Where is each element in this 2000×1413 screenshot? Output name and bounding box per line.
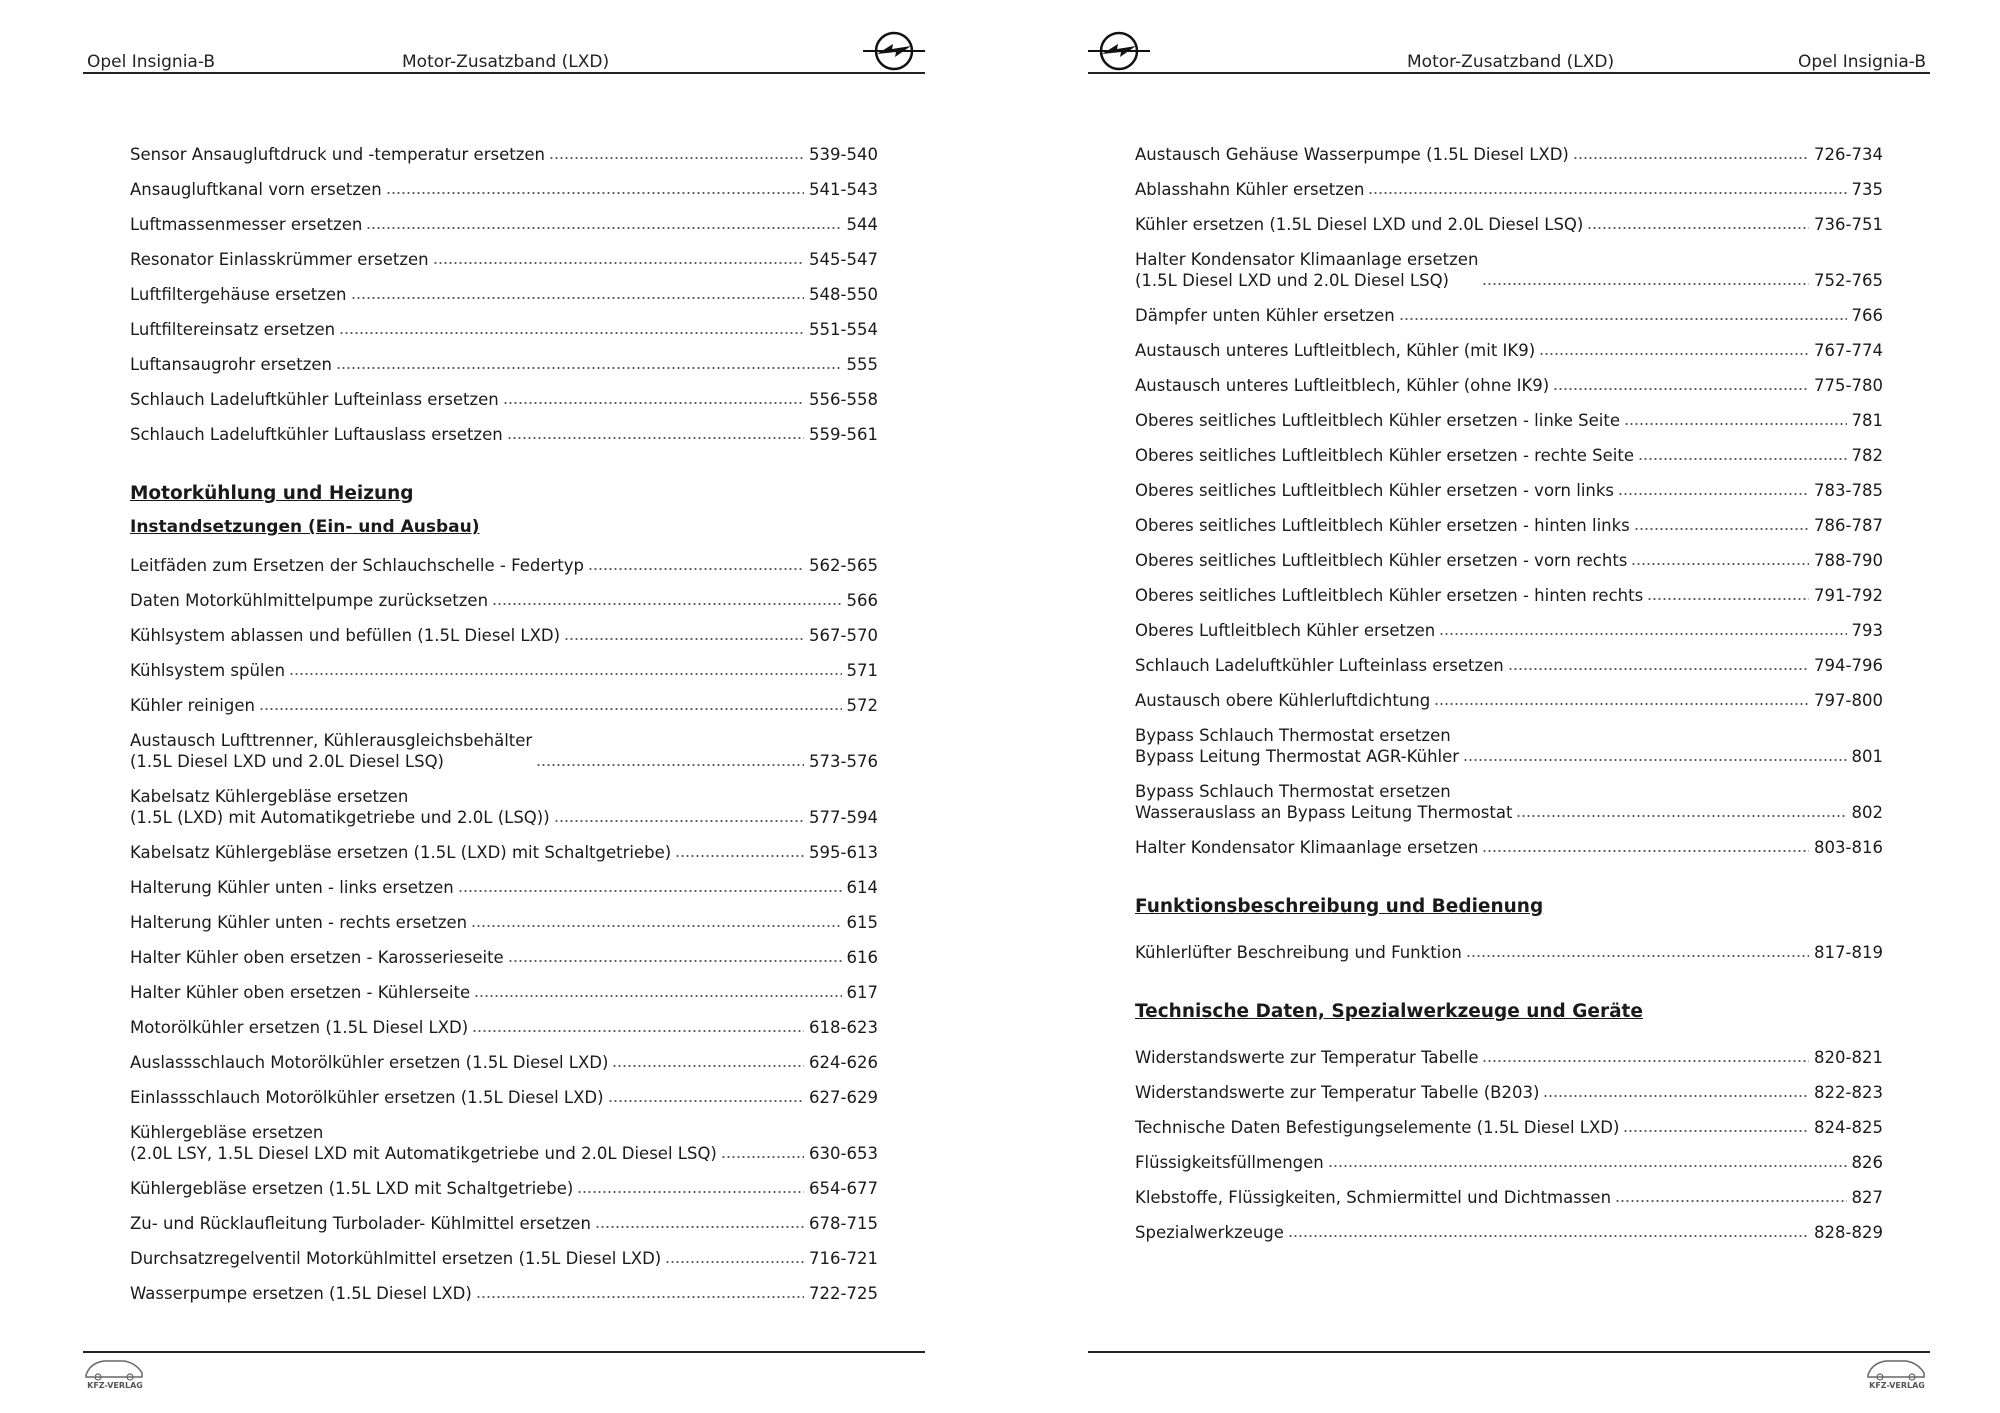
toc-entry[interactable] — [1135, 1103, 1883, 1138]
dot-leader — [1288, 1234, 1809, 1238]
dot-leader — [1573, 156, 1809, 160]
toc-entry-pages: 614 — [846, 878, 878, 897]
toc-entry[interactable] — [130, 305, 878, 340]
toc-entry-pages: 716-721 — [809, 1249, 878, 1268]
toc-entry[interactable] — [1135, 130, 1883, 165]
toc-entry-title: Oberes seitliches Luftleitblech Kühler ersetzen - vorn links — [1135, 481, 1615, 500]
toc-entry-pages: 752-765 — [1814, 271, 1883, 290]
toc-entry-title: Auslassschlauch Motorölkühler ersetzen (1.5L Diesel LXD) — [130, 1053, 609, 1072]
toc-entry[interactable] — [130, 1073, 878, 1108]
toc-entry-pages: 627-629 — [809, 1088, 878, 1107]
toc-entry-title: Schlauch Ladeluftkühler Lufteinlass ersetzen — [130, 390, 499, 409]
toc-entry-title: Kühler ersetzen (1.5L Diesel LXD und 2.0L Diesel LSQ) — [1135, 215, 1584, 234]
toc-entry-title: Halterung Kühler unten - rechts ersetzen — [130, 913, 468, 932]
toc-entry[interactable] — [1135, 676, 1883, 711]
dot-leader — [1618, 492, 1809, 496]
toc-entry[interactable] — [130, 681, 878, 716]
toc-entry[interactable] — [1135, 711, 1883, 767]
toc-entry-title: Widerstandswerte zur Temperatur Tabelle — [1135, 1048, 1479, 1067]
dot-leader — [1539, 352, 1809, 356]
toc-entry[interactable] — [1135, 571, 1883, 606]
toc-entry-pages: 567-570 — [809, 626, 878, 645]
kfz-verlag-logo-icon — [80, 1355, 150, 1391]
toc-entry-pages: 767-774 — [1814, 341, 1883, 360]
toc-entry-title: Technische Daten Befestigungselemente (1.5L Diesel LXD) — [1135, 1118, 1620, 1137]
toc-entry[interactable] — [1135, 466, 1883, 501]
toc-entry-title: Widerstandswerte zur Temperatur Tabelle (B203) — [1135, 1083, 1540, 1102]
toc-entry[interactable] — [130, 1003, 878, 1038]
opel-logo-icon — [1088, 30, 1150, 72]
toc-right — [1135, 130, 1883, 1243]
dot-leader — [1466, 954, 1809, 958]
toc-entry-pages: 783-785 — [1814, 481, 1883, 500]
toc-entry[interactable] — [130, 716, 878, 772]
toc-entry[interactable] — [1135, 641, 1883, 676]
toc-entry-pages: 595-613 — [809, 843, 878, 862]
entry-list — [130, 541, 878, 1304]
toc-entry[interactable] — [1135, 431, 1883, 466]
toc-entry-title: Leitfäden zum Ersetzen der Schlauchschelle - Federtyp — [130, 556, 584, 575]
toc-entry-pages: 766 — [1851, 306, 1883, 325]
toc-entry-title: Schlauch Ladeluftkühler Luftauslass ersetzen — [130, 425, 503, 444]
toc-entry-title: Kühlsystem spülen — [130, 661, 286, 680]
dot-leader — [1634, 527, 1809, 531]
toc-entry[interactable] — [1135, 326, 1883, 361]
toc-entry-title: Oberes Luftleitblech Kühler ersetzen — [1135, 621, 1436, 640]
toc-entry-pages: 827 — [1851, 1188, 1883, 1207]
right-page — [1000, 0, 2000, 1413]
subsection-title: Instandsetzungen (Ein- und Ausbau) — [130, 517, 480, 537]
dot-leader — [595, 1225, 804, 1229]
toc-entry-pages: 571 — [846, 661, 878, 680]
toc-entry[interactable] — [1135, 235, 1883, 291]
toc-entry-pages: 573-576 — [809, 752, 878, 771]
toc-entry-pages: 722-725 — [809, 1284, 878, 1303]
dot-leader — [471, 924, 841, 928]
toc-entry-pages: 782 — [1851, 446, 1883, 465]
toc-entry-title: Luftfiltergehäuse ersetzen — [130, 285, 347, 304]
toc-entry[interactable] — [130, 200, 878, 235]
dot-leader — [508, 959, 842, 963]
dot-leader — [549, 156, 804, 160]
toc-entry-title: Einlassschlauch Motorölkühler ersetzen (1.5L Diesel LXD) — [130, 1088, 604, 1107]
toc-entry-pages: 548-550 — [809, 285, 878, 304]
dot-leader — [1482, 1059, 1809, 1063]
dot-leader — [1439, 632, 1846, 636]
toc-entry-title: Luftfiltereinsatz ersetzen — [130, 320, 336, 339]
toc-entry-title: Spezialwerkzeuge — [1135, 1223, 1284, 1242]
toc-entry[interactable] — [130, 410, 878, 445]
toc-entry[interactable] — [130, 968, 878, 1003]
toc-entry-title: Durchsatzregelventil Motorkühlmittel ersetzen (1.5L Diesel LXD) — [130, 1249, 662, 1268]
dot-leader — [336, 366, 842, 370]
dot-leader — [1328, 1164, 1847, 1168]
toc-entry-title: Halter Kühler oben ersetzen - Karosserieseite — [130, 948, 504, 967]
toc-entry-pages: 794-796 — [1814, 656, 1883, 675]
toc-entry[interactable] — [1135, 1138, 1883, 1173]
dot-leader — [458, 889, 842, 893]
toc-entry-title: Kühlerlüfter Beschreibung und Funktion — [1135, 943, 1462, 962]
toc-entry-pages: 555 — [846, 355, 878, 374]
toc-entry[interactable] — [130, 1108, 878, 1164]
entry-list — [130, 130, 878, 445]
dot-leader — [492, 602, 841, 606]
toc-entry-pages: 551-554 — [809, 320, 878, 339]
toc-entry-pages: 616 — [846, 948, 878, 967]
toc-entry-title: Luftansaugrohr ersetzen — [130, 355, 332, 374]
dot-leader — [1399, 317, 1847, 321]
dot-leader — [1624, 422, 1846, 426]
toc-entry-title: Austausch unteres Luftleitblech, Kühler (ohne IK9) — [1135, 376, 1550, 395]
toc-entry-title: Zu- und Rücklaufleitung Turbolader- Kühlmittel ersetzen — [130, 1214, 591, 1233]
toc-entry-title: Austausch Lufttrenner, Kühlerausgleichsbehälter (1.5L Diesel LXD und 2.0L Diesel LSQ) — [130, 731, 533, 771]
dot-leader — [536, 763, 804, 767]
opel-logo-icon — [863, 30, 925, 72]
toc-entry-title: Halter Kondensator Klimaanlage ersetzen (1.5L Diesel LXD und 2.0L Diesel LSQ) — [1135, 250, 1479, 290]
dot-leader — [1587, 226, 1809, 230]
dot-leader — [1631, 562, 1809, 566]
toc-entry[interactable] — [1135, 606, 1883, 641]
section-title: Motorkühlung und Heizung — [130, 483, 414, 504]
toc-entry-title: Klebstoffe, Flüssigkeiten, Schmiermittel und Dichtmassen — [1135, 1188, 1612, 1207]
toc-entry-title: Luftmassenmesser ersetzen — [130, 215, 363, 234]
header-rule — [83, 72, 925, 74]
toc-entry-title: Kühler reinigen — [130, 696, 255, 715]
kfz-verlag-logo-icon — [1862, 1355, 1932, 1391]
toc-entry-pages: 775-780 — [1814, 376, 1883, 395]
toc-entry[interactable] — [130, 772, 878, 828]
toc-entry-pages: 618-623 — [809, 1018, 878, 1037]
dot-leader — [721, 1155, 804, 1159]
toc-entry[interactable] — [130, 1199, 878, 1234]
toc-entry-title: Kühlsystem ablassen und befüllen (1.5L Diesel LXD) — [130, 626, 561, 645]
toc-entry[interactable] — [130, 828, 878, 863]
section-title: Funktionsbeschreibung und Bedienung — [1135, 896, 1544, 917]
dot-leader — [474, 994, 841, 998]
toc-entry-pages: 801 — [1851, 747, 1883, 766]
toc-entry[interactable] — [1135, 501, 1883, 536]
toc-entry[interactable] — [130, 1234, 878, 1269]
toc-entry-pages: 797-800 — [1814, 691, 1883, 710]
dot-leader — [564, 637, 804, 641]
toc-entry[interactable] — [1135, 291, 1883, 326]
toc-entry-title: Kühlergebläse ersetzen (2.0L LSY, 1.5L Diesel LXD mit Automatikgetriebe und 2.0L Diesel LSQ) — [130, 1123, 717, 1163]
toc-entry-pages: 562-565 — [809, 556, 878, 575]
toc-entry-pages: 803-816 — [1814, 838, 1883, 857]
dot-leader — [507, 436, 804, 440]
toc-entry-title: Sensor Ansaugluftdruck und -temperatur ersetzen — [130, 145, 545, 164]
toc-entry[interactable] — [1135, 1033, 1883, 1068]
dot-leader — [588, 567, 804, 571]
dot-leader — [1368, 191, 1846, 195]
svg-text:KFZ-VERLAG: KFZ-VERLAG — [87, 1381, 143, 1390]
toc-entry-pages: 788-790 — [1814, 551, 1883, 570]
toc-entry-title: Oberes seitliches Luftleitblech Kühler ersetzen - rechte Seite — [1135, 446, 1634, 465]
header-title: Motor-Zusatzband (LXD) — [402, 52, 610, 72]
dot-leader — [386, 191, 804, 195]
dot-leader — [1623, 1129, 1809, 1133]
toc-entry[interactable] — [130, 898, 878, 933]
toc-entry[interactable] — [130, 165, 878, 200]
toc-entry-title: Wasserpumpe ersetzen (1.5L Diesel LXD) — [130, 1284, 472, 1303]
dot-leader — [1543, 1094, 1809, 1098]
toc-entry[interactable] — [130, 1269, 878, 1304]
footer-rule — [1088, 1351, 1930, 1353]
toc-entry[interactable] — [1135, 1173, 1883, 1208]
entry-list — [1135, 130, 1883, 858]
dot-leader — [476, 1295, 804, 1299]
toc-entry-title: Bypass Schlauch Thermostat ersetzen Wasserauslass an Bypass Leitung Thermostat — [1135, 782, 1513, 822]
dot-leader — [472, 1029, 804, 1033]
toc-entry-pages: 617 — [846, 983, 878, 1002]
toc-entry-title: Halter Kondensator Klimaanlage ersetzen — [1135, 838, 1479, 857]
dot-leader — [577, 1190, 804, 1194]
toc-entry[interactable] — [1135, 396, 1883, 431]
toc-entry[interactable] — [1135, 767, 1883, 823]
toc-entry-title: Austausch unteres Luftleitblech, Kühler (mit IK9) — [1135, 341, 1536, 360]
dot-leader — [1615, 1199, 1846, 1203]
toc-entry[interactable] — [130, 340, 878, 375]
toc-left — [130, 130, 878, 1304]
entry-list — [1135, 928, 1883, 963]
toc-entry-pages: 817-819 — [1814, 943, 1883, 962]
toc-entry-title: Kabelsatz Kühlergebläse ersetzen (1.5L (LXD) mit Schaltgetriebe) — [130, 843, 672, 862]
toc-entry-pages: 822-823 — [1814, 1083, 1883, 1102]
toc-entry[interactable] — [130, 933, 878, 968]
toc-entry-pages: 545-547 — [809, 250, 878, 269]
toc-entry-pages: 539-540 — [809, 145, 878, 164]
dot-leader — [1553, 387, 1809, 391]
dot-leader — [503, 401, 804, 405]
toc-entry-pages: 820-821 — [1814, 1048, 1883, 1067]
toc-entry-pages: 615 — [846, 913, 878, 932]
toc-entry[interactable] — [1135, 928, 1883, 963]
toc-entry-title: Halterung Kühler unten - links ersetzen — [130, 878, 454, 897]
toc-entry[interactable] — [130, 611, 878, 646]
dot-leader — [433, 261, 804, 265]
toc-entry[interactable] — [1135, 165, 1883, 200]
toc-entry-pages: 781 — [1851, 411, 1883, 430]
dot-leader — [1482, 849, 1809, 853]
toc-entry-title: Oberes seitliches Luftleitblech Kühler ersetzen - linke Seite — [1135, 411, 1621, 430]
dot-leader — [1463, 758, 1846, 762]
toc-entry[interactable] — [1135, 361, 1883, 396]
footer-rule — [83, 1351, 925, 1353]
dot-leader — [665, 1260, 804, 1264]
section-title: Technische Daten, Spezialwerkzeuge und Geräte — [1135, 1001, 1643, 1022]
toc-entry[interactable] — [130, 1164, 878, 1199]
dot-leader — [1482, 282, 1809, 286]
toc-entry-pages: 802 — [1851, 803, 1883, 822]
svg-text:KFZ-VERLAG: KFZ-VERLAG — [1869, 1381, 1925, 1390]
toc-entry-title: Austausch Gehäuse Wasserpumpe (1.5L Diesel LXD) — [1135, 145, 1569, 164]
toc-entry-title: Bypass Schlauch Thermostat ersetzen Bypass Leitung Thermostat AGR-Kühler — [1135, 726, 1460, 766]
toc-entry-title: Motorölkühler ersetzen (1.5L Diesel LXD) — [130, 1018, 469, 1037]
toc-entry[interactable] — [130, 863, 878, 898]
dot-leader — [675, 854, 804, 858]
toc-entry[interactable] — [130, 646, 878, 681]
dot-leader — [1434, 702, 1809, 706]
toc-entry-title: Daten Motorkühlmittelpumpe zurücksetzen — [130, 591, 489, 610]
toc-entry[interactable] — [1135, 1208, 1883, 1243]
dot-leader — [259, 707, 842, 711]
toc-entry-pages: 828-829 — [1814, 1223, 1883, 1242]
toc-entry-title: Dämpfer unten Kühler ersetzen — [1135, 306, 1395, 325]
dot-leader — [339, 331, 804, 335]
toc-entry-pages: 826 — [1851, 1153, 1883, 1172]
dot-leader — [1508, 667, 1809, 671]
toc-entry-pages: 678-715 — [809, 1214, 878, 1233]
dot-leader — [608, 1099, 804, 1103]
toc-entry-pages: 654-677 — [809, 1179, 878, 1198]
toc-entry-pages: 736-751 — [1814, 215, 1883, 234]
toc-entry[interactable] — [130, 130, 878, 165]
toc-entry[interactable] — [1135, 200, 1883, 235]
toc-entry-pages: 791-792 — [1814, 586, 1883, 605]
dot-leader — [1638, 457, 1847, 461]
toc-entry-title: Austausch obere Kühlerluftdichtung — [1135, 691, 1431, 710]
toc-entry-title: Resonator Einlasskrümmer ersetzen — [130, 250, 429, 269]
toc-entry-title: Kühlergebläse ersetzen (1.5L LXD mit Schaltgetriebe) — [130, 1179, 574, 1198]
toc-entry-pages: 544 — [846, 215, 878, 234]
toc-entry[interactable] — [130, 541, 878, 576]
header-model: Opel Insignia-B — [1797, 52, 1926, 72]
dot-leader — [289, 672, 841, 676]
toc-entry-pages: 566 — [846, 591, 878, 610]
toc-entry-pages: 559-561 — [809, 425, 878, 444]
toc-entry-pages: 624-626 — [809, 1053, 878, 1072]
toc-entry-title: Halter Kühler oben ersetzen - Kühlerseite — [130, 983, 471, 1002]
toc-entry[interactable] — [130, 235, 878, 270]
toc-entry-title: Oberes seitliches Luftleitblech Kühler ersetzen - hinten links — [1135, 516, 1630, 535]
dot-leader — [612, 1064, 804, 1068]
dot-leader — [1516, 814, 1846, 818]
toc-entry-pages: 541-543 — [809, 180, 878, 199]
header-rule — [1088, 72, 1930, 74]
toc-entry-title: Oberes seitliches Luftleitblech Kühler ersetzen - hinten rechts — [1135, 586, 1644, 605]
toc-entry-pages: 793 — [1851, 621, 1883, 640]
toc-entry-title: Schlauch Ladeluftkühler Lufteinlass ersetzen — [1135, 656, 1504, 675]
toc-entry[interactable] — [1135, 1068, 1883, 1103]
toc-entry[interactable] — [130, 375, 878, 410]
toc-entry-pages: 630-653 — [809, 1144, 878, 1163]
toc-entry[interactable] — [130, 576, 878, 611]
toc-entry-title: Oberes seitliches Luftleitblech Kühler ersetzen - vorn rechts — [1135, 551, 1628, 570]
dot-leader — [366, 226, 841, 230]
toc-entry[interactable] — [130, 1038, 878, 1073]
toc-entry-pages: 572 — [846, 696, 878, 715]
toc-entry[interactable] — [130, 270, 878, 305]
dot-leader — [351, 296, 805, 300]
dot-leader — [554, 819, 804, 823]
toc-entry-pages: 735 — [1851, 180, 1883, 199]
header-model: Opel Insignia-B — [87, 52, 216, 72]
dot-leader — [1647, 597, 1809, 601]
toc-entry-title: Ansaugluftkanal vorn ersetzen — [130, 180, 382, 199]
entry-list — [1135, 1033, 1883, 1243]
toc-entry-pages: 726-734 — [1814, 145, 1883, 164]
toc-entry-pages: 577-594 — [809, 808, 878, 827]
toc-entry[interactable] — [1135, 823, 1883, 858]
toc-entry-pages: 556-558 — [809, 390, 878, 409]
toc-entry-title: Flüssigkeitsfüllmengen — [1135, 1153, 1324, 1172]
toc-entry-title: Kabelsatz Kühlergebläse ersetzen (1.5L (LXD) mit Automatikgetriebe und 2.0L (LSQ)) — [130, 787, 550, 827]
header-title: Motor-Zusatzband (LXD) — [1407, 52, 1615, 72]
toc-entry-title: Ablasshahn Kühler ersetzen — [1135, 180, 1365, 199]
toc-entry-pages: 786-787 — [1814, 516, 1883, 535]
toc-entry-pages: 824-825 — [1814, 1118, 1883, 1137]
toc-entry[interactable] — [1135, 536, 1883, 571]
